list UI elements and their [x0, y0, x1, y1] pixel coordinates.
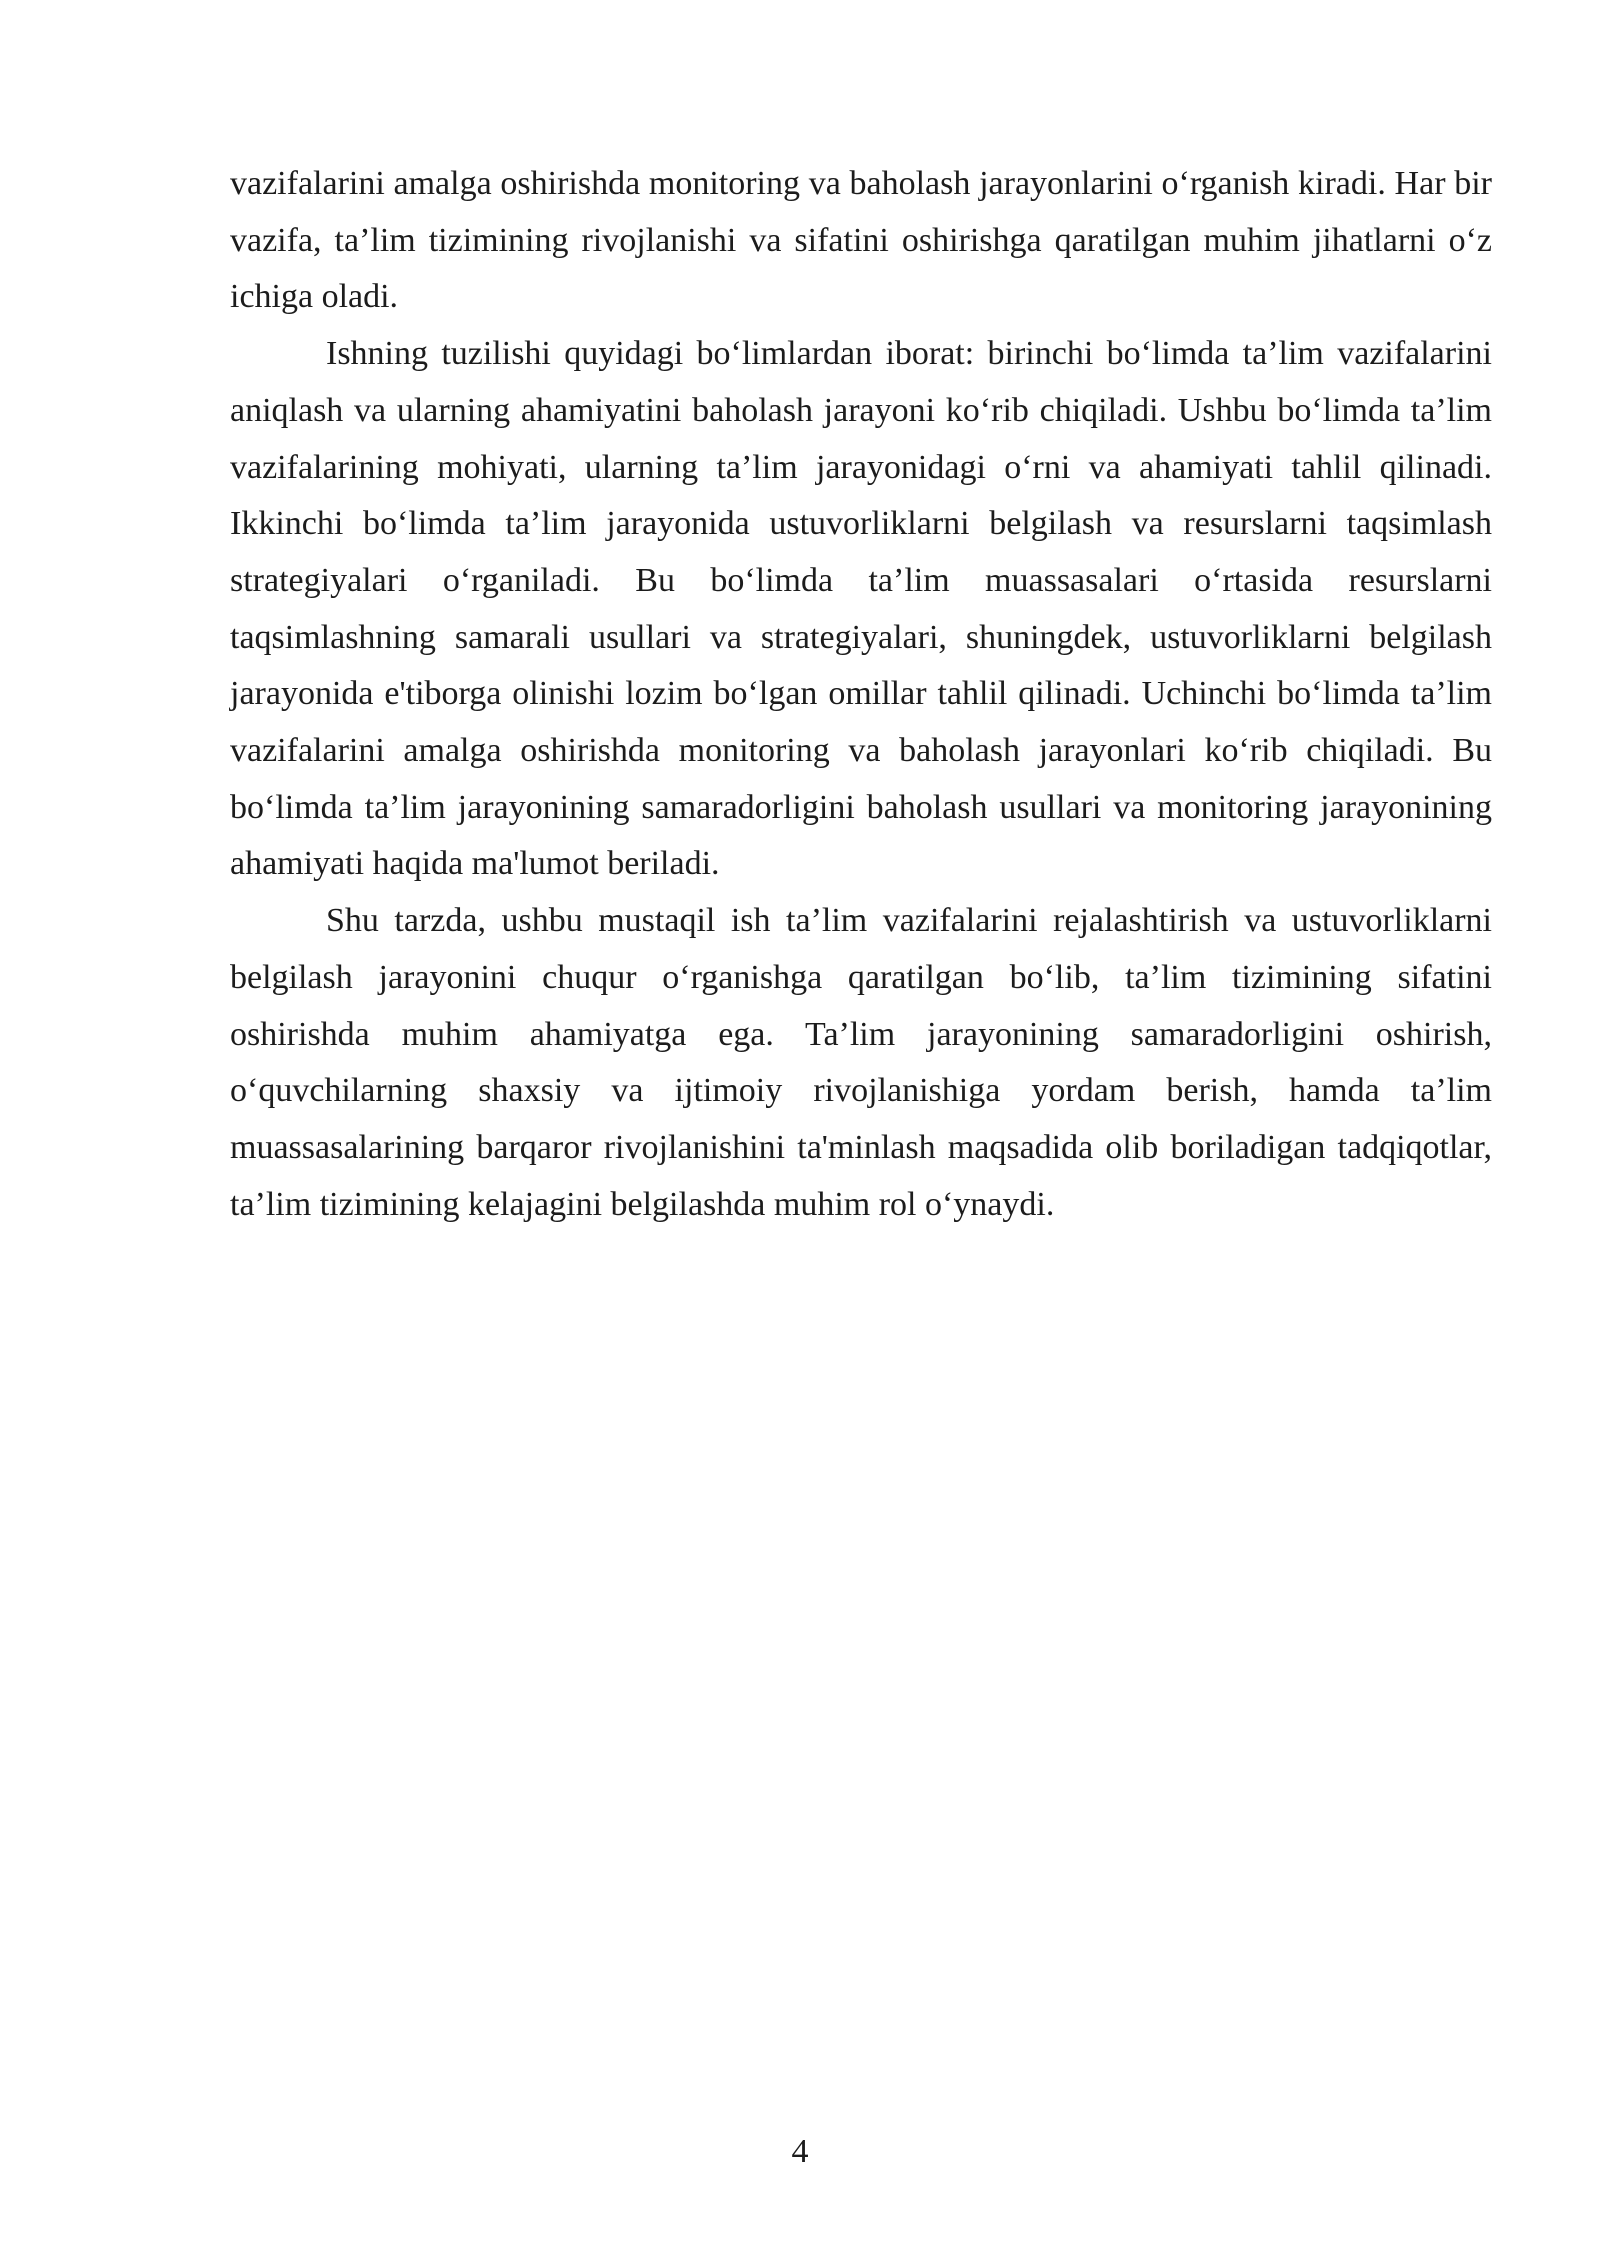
page-number: 4 — [791, 2133, 809, 2170]
paragraph-2: Ishning tuzilishi quyidagi bo‘limlardan iborat: birinchi bo‘limda ta’lim vazifalarini aniqlash va ularning ahamiyatini baholash jarayoni ko‘rib chiqiladi. Ushbu bo‘limda ta’lim vazifalarining mohiyati, ularning ta’lim jarayonidagi o‘rni va ahamiyati tahlil qilinadi. Ikkinchi bo‘limda ta’lim jarayonida ustuvorliklarni belgilash va resurslarni taqsimlash strategiyalari o‘rganiladi. Bu bo‘limda ta’lim muassasalari o‘rtasida resurslarni taqsimlashning samarali usullari va strategiyalari, shuningdek, ustuvorliklarni belgilash jarayonida e'tiborga olinishi lozim bo‘lgan omillar tahlil qilinadi. Uchinchi bo‘limda ta’lim vazifalarini amalga oshirishda monitoring va baholash jarayonlari ko‘rib chiqiladi. Bu bo‘limda ta’lim jarayonining samaradorligini baholash usullari va monitoring jarayonining ahamiyati haqida ma'lumot beriladi. — [230, 335, 1492, 883]
paragraph-3: Shu tarzda, ushbu mustaqil ish ta’lim vazifalarini rejalashtirish va ustuvorliklarni belgilash jarayonini chuqur o‘rganishga qaratilgan bo‘lib, ta’lim tizimining sifatini oshirishda muhim ahamiyatga ega. Ta’lim jarayonining samaradorligini oshirish, o‘quvchilarning shaxsiy va ijtimoiy rivojlanishiga yordam berish, hamda ta’lim muassasalarining barqaror rivojlanishini ta'minlash maqsadida olib boriladigan tadqiqotlar, ta’lim tizimining kelajagini belgilashda muhim rol o‘ynaydi. — [230, 902, 1492, 1223]
paragraph-1: vazifalarini amalga oshirishda monitoring va baholash jarayonlarini o‘rganish kiradi. Har bir vazifa, ta’lim tizimining rivojlanishi va sifatini oshirishga qaratilgan muhim jihatlarni o‘z ichiga oladi. — [230, 165, 1492, 316]
body-text — [230, 156, 1492, 1233]
